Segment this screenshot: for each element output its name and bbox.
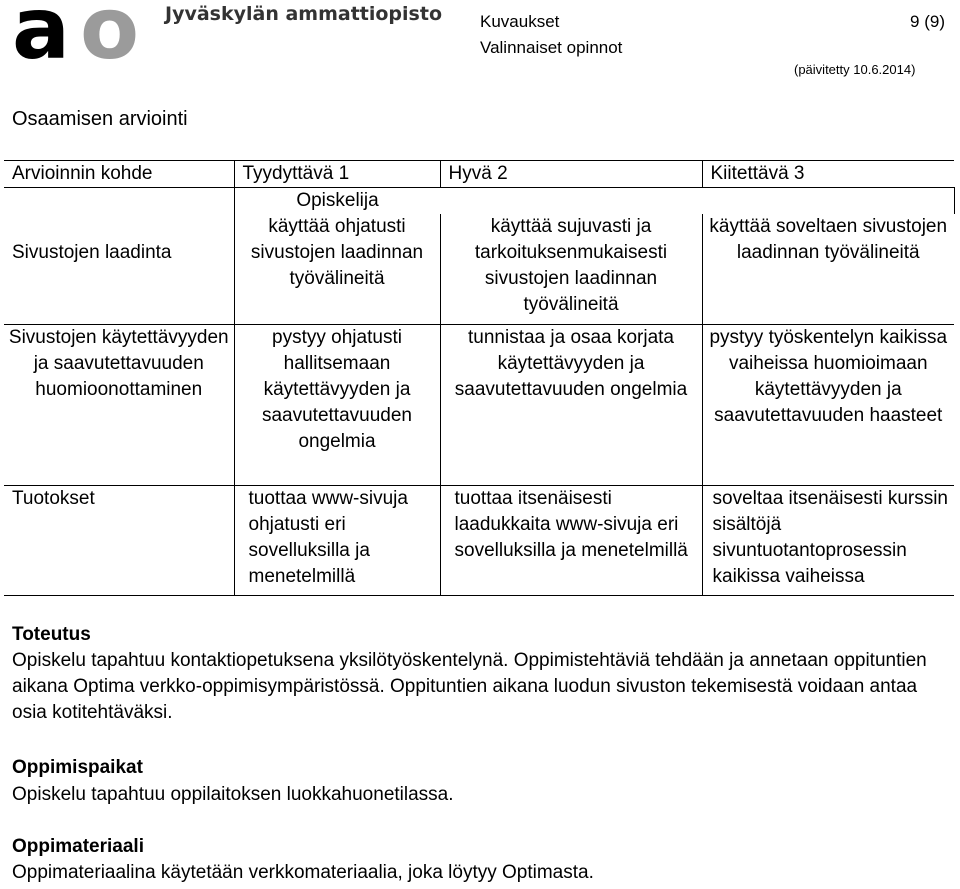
header-excellent: Kiitettävä 3	[702, 161, 954, 188]
row-satisfactory: pystyy ohjatusti hallitsemaan käytettävyyden ja saavutettavuuden ongelmia	[234, 324, 440, 485]
section-heading-toteutus: Toteutus	[12, 624, 91, 645]
header-satisfactory: Tyydyttävä 1	[234, 161, 440, 188]
row-satisfactory: tuottaa www-sivuja ohjatusti eri sovelluksilla ja menetelmillä	[234, 485, 440, 595]
section-heading-oppimispaikat: Oppimispaikat	[12, 757, 143, 778]
document-title: Kuvaukset	[480, 12, 560, 31]
section-text-oppimispaikat: Opiskelu tapahtuu oppilaitoksen luokkahuonetilassa.	[12, 784, 454, 805]
header-good: Hyvä 2	[440, 161, 702, 188]
school-name: Jyväskylän ammattiopisto	[165, 3, 442, 25]
row-good: tunnistaa ja osaa korjata käytettävyyden ja saavutettavuuden ongelmia	[440, 324, 702, 485]
row-excellent: pystyy työskentelyn kaikissa vaiheissa huomioimaan käytettävyyden ja saavutettavuuden haasteet	[702, 324, 954, 485]
table-row	[4, 214, 954, 324]
row-satisfactory: käyttää ohjatusti sivustojen laadinnan työvälineitä	[234, 214, 440, 324]
updated-date: (päivitetty 10.6.2014)	[794, 62, 916, 77]
section-title: Osaamisen arviointi	[12, 108, 188, 130]
row-excellent: soveltaa itsenäisesti kurssin sisältöjä sivuntuotantoprosessin kaikissa vaiheissa	[702, 485, 954, 595]
assessment-table	[4, 160, 955, 596]
table-row	[4, 485, 954, 595]
table-row	[4, 324, 954, 485]
row-good: tuottaa itsenäisesti laadukkaita www-sivuja eri sovelluksilla ja menetelmillä	[440, 485, 702, 595]
document-subtitle: Valinnaiset opinnot	[480, 38, 623, 57]
subheader-student: Opiskelija	[296, 190, 379, 211]
header-target: Arvioinnin kohde	[4, 161, 234, 188]
row-target: Sivustojen käytettävyyden ja saavutettavuuden huomioonottaminen	[4, 324, 234, 485]
logo-o: o	[80, 0, 140, 79]
table-subheader-row	[4, 188, 954, 215]
section-text-oppimateriaali: Oppimateriaalina käytetään verkkomateriaalia, joka löytyy Optimasta.	[12, 862, 594, 883]
section-heading-oppimateriaali: Oppimateriaali	[12, 836, 144, 857]
row-excellent: käyttää soveltaen sivustojen laadinnan työvälineitä	[702, 214, 954, 324]
row-target: Sivustojen laadinta	[4, 214, 234, 324]
page-number: 9 (9)	[910, 12, 945, 31]
row-target: Tuotokset	[4, 485, 234, 595]
table-header-row	[4, 161, 954, 188]
row-good: käyttää sujuvasti ja tarkoituksenmukaisesti sivustojen laadinnan työvälineitä	[440, 214, 702, 324]
logo-a: a	[12, 0, 69, 79]
section-text-toteutus: Opiskelu tapahtuu kontaktiopetuksena yksilötyöskentelynä. Oppimistehtäviä tehdään ja annetaan oppituntien aikana Optima verkko-oppimisympäristössä. Oppituntien aikana luodun sivuston tekemisestä voidaan antaa osia kotitehtäväksi.	[12, 650, 927, 723]
